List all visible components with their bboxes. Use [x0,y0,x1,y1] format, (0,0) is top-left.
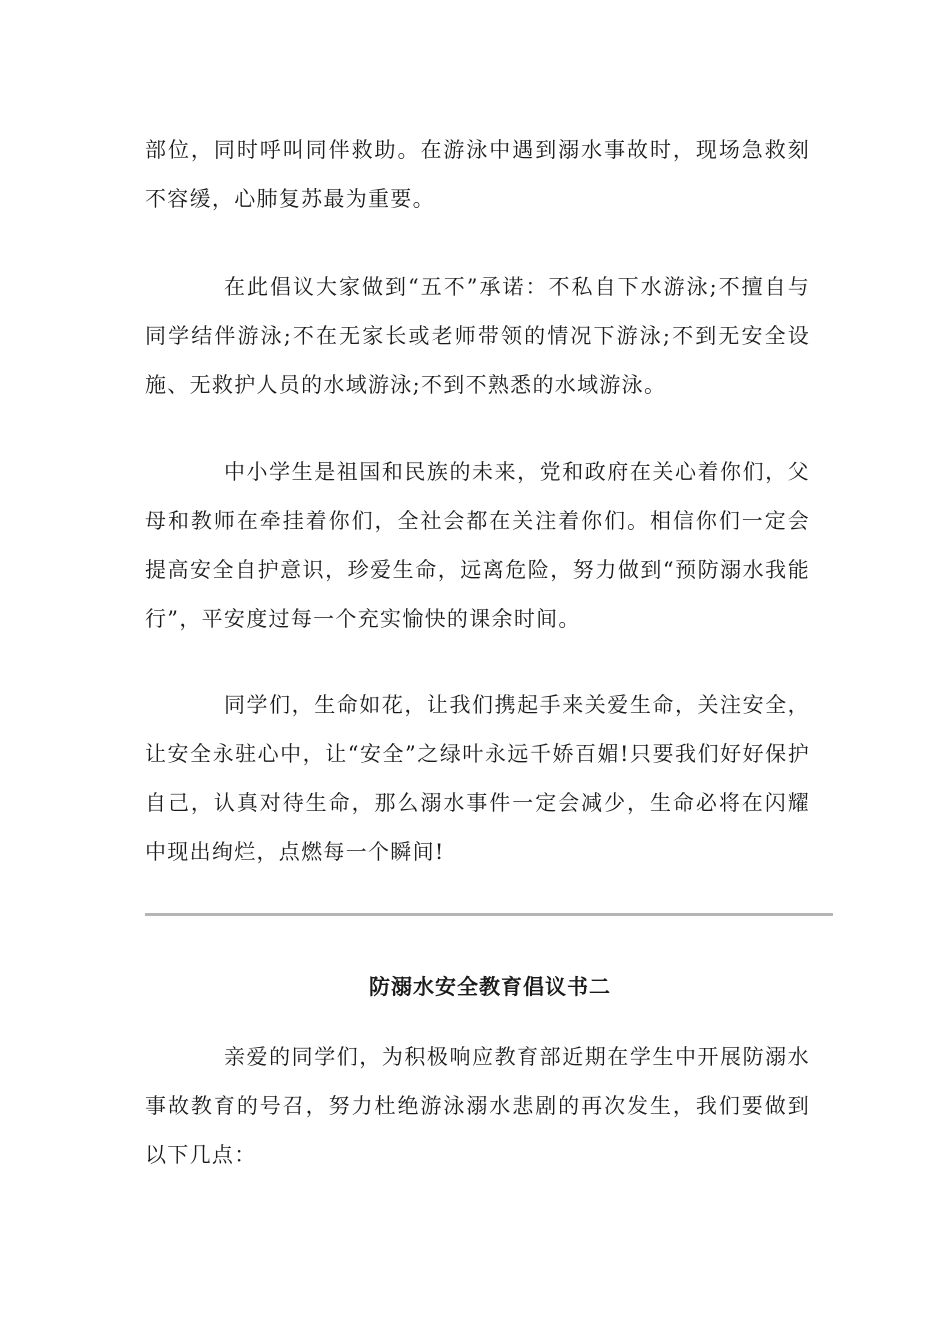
paragraph-closing: 同学们，生命如花，让我们携起手来关爱生命，关注安全，让安全永驻心中，让“安全”之绿叶永远千娇百媚!只要我们好好保护自己，认真对待生命，那么溺水事件一定会减少，生命必将在闪耀中现出绚烂，点燃每一个瞬间! [145,693,810,864]
paragraph-continuation: 部位，同时呼叫同伴救助。在游泳中遇到溺水事故时，现场急救刻不容缓，心肺复苏最为重要。 [145,138,810,211]
section-divider [145,913,833,916]
section-title: 防溺水安全教育倡议书二 [369,974,611,999]
paragraph-five-promises: 在此倡议大家做到“五不”承诺：不私自下水游泳;不擅自与同学结伴游泳;不在无家长或老师带领的情况下游泳;不到无安全设施、无救护人员的水域游泳;不到不熟悉的水域游泳。 [145,275,810,397]
paragraph-section-intro: 亲爱的同学们，为积极响应教育部近期在学生中开展防溺水事故教育的号召，努力杜绝游泳溺水悲剧的再次发生，我们要做到以下几点： [145,1045,810,1167]
paragraph-future: 中小学生是祖国和民族的未来，党和政府在关心着你们，父母和教师在牵挂着你们，全社会都在关注着你们。相信你们一定会提高安全自护意识，珍爱生命，远离危险，努力做到“预防溺水我能行”，平安度过每一个充实愉快的课余时间。 [145,460,810,631]
